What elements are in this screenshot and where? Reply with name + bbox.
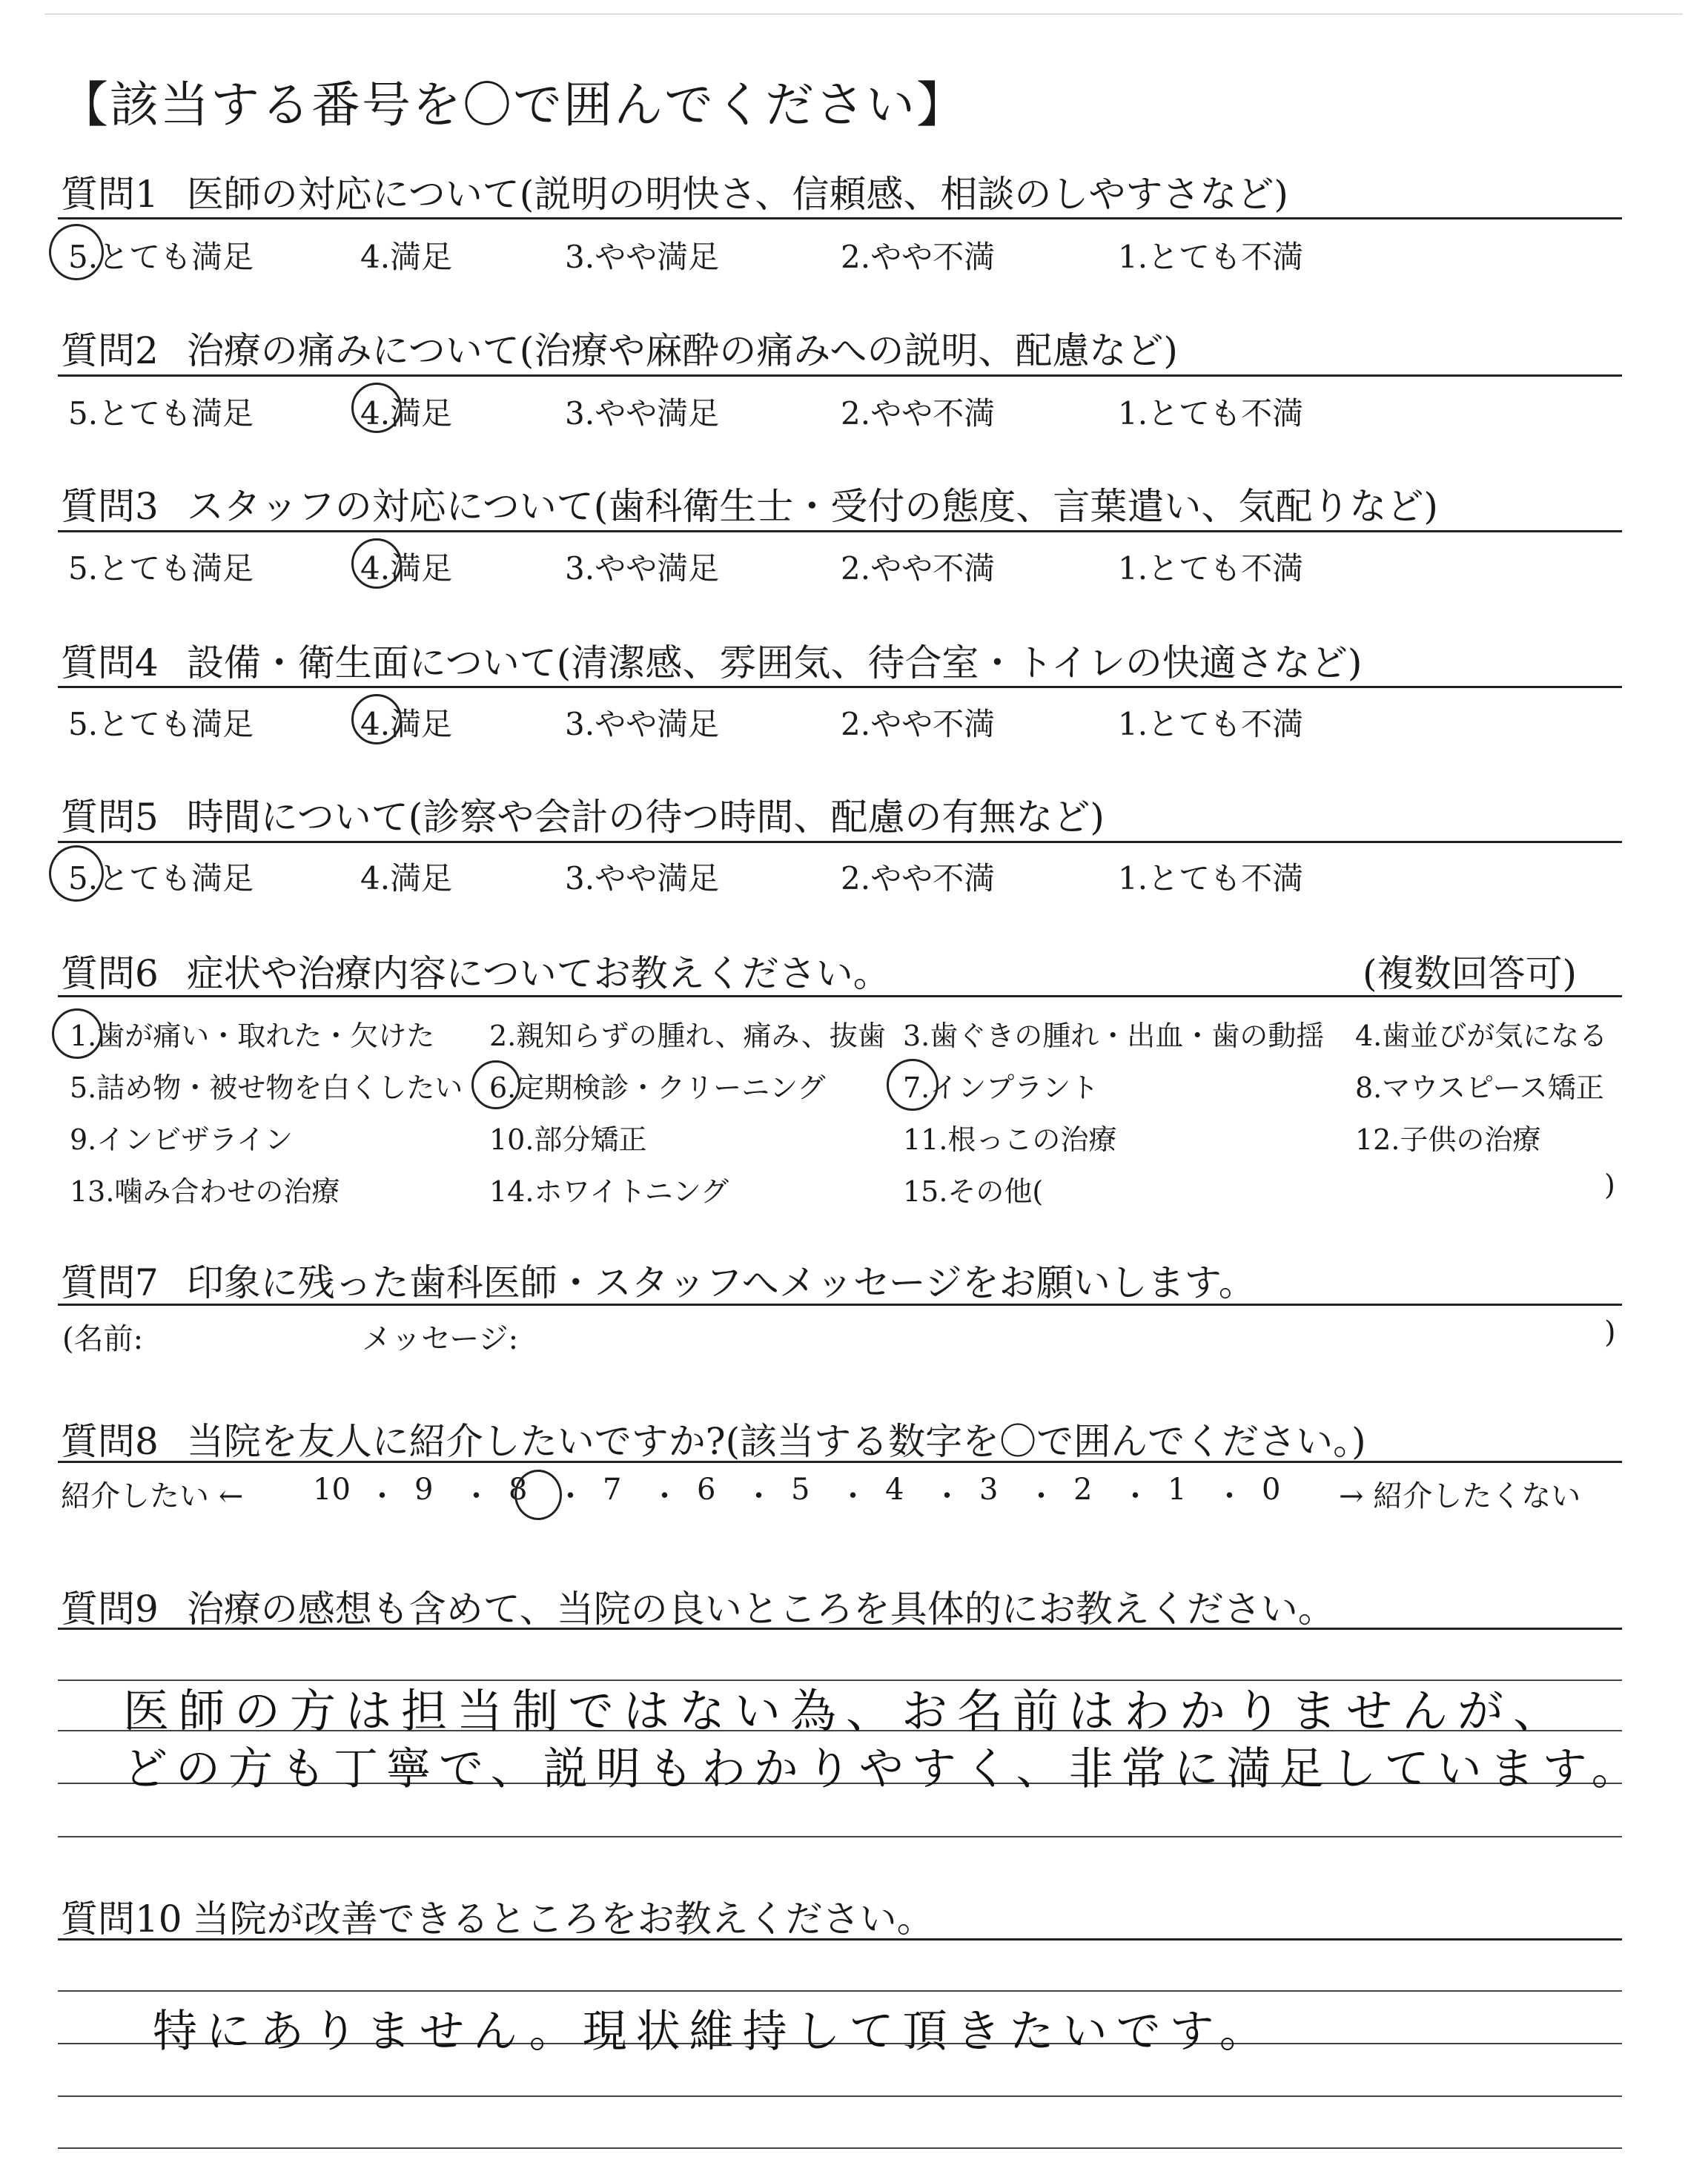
q6-option-11[interactable]: 11.根っこの治療 (903, 1123, 1117, 1156)
q8-scale-value-7[interactable]: 7 (603, 1473, 622, 1507)
question-3-number: 質問3 (61, 485, 159, 528)
q7-close-paren: ) (1604, 1315, 1616, 1350)
question-3-text: スタッフの対応について(歯科衛生士・受付の態度、言葉遣い、気配りなど) (186, 485, 1438, 528)
question-10-rule (58, 1938, 1622, 1941)
question-5-number: 質問5 (61, 796, 159, 839)
q1-option-1[interactable]: 1.とても不満 (1118, 239, 1304, 275)
q6-option-9[interactable]: 9.インビザライン (70, 1123, 294, 1156)
question-3-rule (58, 530, 1622, 532)
question-2-rule (58, 374, 1622, 377)
q8-scale-value-10[interactable]: 10 (313, 1473, 351, 1507)
question-1-number: 質問1 (61, 173, 159, 216)
q5-option-4[interactable]: 4.満足 (360, 860, 453, 896)
q3-selection-circle (351, 538, 402, 589)
question-2-text: 治療の痛みについて(治療や麻酔の痛みへの説明、配慮など) (186, 329, 1178, 372)
q6-option-14[interactable]: 14.ホワイトニング (489, 1175, 729, 1208)
q1-option-3[interactable]: 3.やや満足 (565, 239, 720, 275)
q8-scale-separator: ・ (838, 1479, 868, 1513)
q9-handwritten-answer-line-2: どの方も丁寧で、説明もわかりやすく、非常に満足しています。 (123, 1743, 1644, 1795)
q5-option-5[interactable]: 5.とても満足 (68, 860, 254, 896)
q6-option-5[interactable]: 5.詰め物・被せ物を白くしたい (70, 1071, 463, 1104)
page-edge-line (44, 13, 1683, 15)
q8-scale-separator: ・ (932, 1479, 962, 1513)
q6-option-1[interactable]: 1.歯が痛い・取れた・欠けた (70, 1020, 435, 1052)
q8-selection-circle (514, 1470, 562, 1520)
question-4-number: 質問4 (61, 641, 159, 684)
q9-handwritten-answer-line-1: 医師の方は担当制ではない為、お名前はわかりませんが、 (123, 1684, 1569, 1738)
q8-scale-value-4[interactable]: 4 (885, 1473, 904, 1507)
question-5-text: 時間について(診察や会計の待つ時間、配慮の有無など) (186, 796, 1105, 839)
question-9-text: 治療の感想も含めて、当院の良いところを具体的にお教えください。 (186, 1588, 1335, 1631)
q1-option-2[interactable]: 2.やや不満 (841, 239, 996, 275)
question-3 (61, 477, 1438, 530)
q6-option-7[interactable]: 7.インプラント (903, 1071, 1099, 1104)
q8-scale-value-9[interactable]: 9 (414, 1473, 434, 1507)
q6-option-15[interactable]: 15.その他( (903, 1175, 1044, 1208)
q8-scale-separator: ・ (1120, 1479, 1151, 1513)
q1-selection-circle (49, 224, 104, 280)
q6-option-4[interactable]: 4.歯並びが気になる (1355, 1020, 1608, 1052)
question-2 (61, 321, 1178, 374)
q6-option-2[interactable]: 2.親知らずの腫れ、痛み、抜歯 (489, 1020, 886, 1052)
q8-scale-separator: ・ (744, 1479, 774, 1513)
question-8-number: 質問8 (61, 1420, 159, 1463)
q3-option-4[interactable]: 4.満足 (360, 550, 453, 587)
q6-selection-circle-7 (887, 1059, 939, 1111)
q6-option-3[interactable]: 3.歯ぐきの腫れ・出血・歯の動揺 (903, 1020, 1325, 1052)
question-1-text: 医師の対応について(説明の明快さ、信頼感、相談のしやすさなど) (186, 173, 1288, 216)
q6-option-12[interactable]: 12.子供の治療 (1355, 1123, 1541, 1156)
q8-left-label: 紹介したい ← (61, 1479, 244, 1513)
question-8 (61, 1412, 1366, 1465)
question-9 (61, 1579, 1335, 1633)
q10-handwritten-answer: 特にありません。現状維持して頂きたいです。 (153, 2006, 1273, 2058)
q6-option-8[interactable]: 8.マウスピース矯正 (1355, 1071, 1604, 1104)
question-5-rule (58, 841, 1622, 843)
question-8-text: 当院を友人に紹介したいですか?(該当する数字を〇で囲んでください。) (186, 1420, 1366, 1463)
q2-selection-circle (351, 383, 402, 433)
question-6-rule (58, 995, 1622, 997)
q4-selection-circle (351, 694, 402, 744)
q10-answer-line-1 (58, 1990, 1622, 1992)
question-4 (61, 633, 1362, 687)
question-9-number: 質問9 (61, 1588, 159, 1631)
q3-option-2[interactable]: 2.やや不満 (841, 550, 996, 587)
q5-option-3[interactable]: 3.やや満足 (565, 860, 720, 896)
q4-option-2[interactable]: 2.やや不満 (841, 706, 996, 742)
q8-scale-value-5[interactable]: 5 (791, 1473, 810, 1507)
q6-option-10[interactable]: 10.部分矯正 (489, 1123, 647, 1156)
q8-scale-value-3[interactable]: 3 (979, 1473, 999, 1507)
question-7 (61, 1253, 1256, 1307)
q7-message-label: メッセージ: (362, 1322, 519, 1356)
q8-scale-separator: ・ (367, 1479, 397, 1513)
q2-option-4[interactable]: 4.満足 (360, 395, 453, 432)
question-2-number: 質問2 (61, 329, 159, 372)
q8-scale-separator: ・ (555, 1479, 586, 1513)
question-6-note: (複数回答可) (1363, 952, 1578, 995)
q2-option-2[interactable]: 2.やや不満 (841, 395, 996, 432)
q6-selection-circle-1 (52, 1008, 102, 1059)
q4-option-5[interactable]: 5.とても満足 (68, 706, 254, 742)
q4-option-1[interactable]: 1.とても不満 (1118, 706, 1304, 742)
q6-other-close-paren: ) (1604, 1169, 1615, 1201)
q5-option-1[interactable]: 1.とても不満 (1118, 860, 1304, 896)
q4-option-4[interactable]: 4.満足 (360, 706, 453, 742)
q9-answer-line-4 (58, 1836, 1622, 1837)
q2-option-3[interactable]: 3.やや満足 (565, 395, 720, 432)
q8-scale-separator: ・ (1026, 1479, 1056, 1513)
q6-option-13[interactable]: 13.噛み合わせの治療 (70, 1175, 340, 1208)
q3-option-1[interactable]: 1.とても不満 (1118, 550, 1304, 587)
question-9-rule (58, 1628, 1622, 1630)
instructions-header: 【該当する番号を〇で囲んでください】 (59, 76, 967, 133)
q7-name-label: (名前: (62, 1322, 144, 1356)
q8-scale-separator: ・ (1214, 1479, 1245, 1513)
question-4-text: 設備・衛生面について(清潔感、雰囲気、待合室・トイレの快適さなど) (186, 641, 1363, 684)
q1-option-5[interactable]: 5.とても満足 (68, 239, 254, 275)
q1-option-4[interactable]: 4.満足 (360, 239, 453, 275)
q8-scale-value-2[interactable]: 2 (1073, 1473, 1093, 1507)
q3-option-3[interactable]: 3.やや満足 (565, 550, 720, 587)
q5-option-2[interactable]: 2.やや不満 (841, 860, 996, 896)
question-10 (61, 1889, 934, 1943)
question-6 (61, 944, 890, 997)
question-7-rule (58, 1304, 1622, 1306)
question-1 (61, 165, 1288, 218)
q2-option-1[interactable]: 1.とても不満 (1118, 395, 1304, 432)
question-10-number: 質問10 (61, 1898, 182, 1941)
q4-option-3[interactable]: 3.やや満足 (565, 706, 720, 742)
q8-scale-value-8[interactable]: 8 (509, 1473, 528, 1507)
q8-scale-separator: ・ (649, 1479, 680, 1513)
q10-answer-line-4 (58, 2147, 1622, 2149)
q8-scale-value-1[interactable]: 1 (1168, 1473, 1187, 1507)
q6-option-6[interactable]: 6.定期検診・クリーニング (489, 1071, 826, 1104)
question-8-rule (58, 1461, 1622, 1463)
q8-scale-value-0[interactable]: 0 (1262, 1473, 1281, 1507)
q2-option-5[interactable]: 5.とても満足 (68, 395, 254, 432)
question-6-text: 症状や治療内容についてお教えください。 (186, 952, 890, 995)
q8-scale-value-6[interactable]: 6 (697, 1473, 716, 1507)
question-1-rule (58, 217, 1622, 219)
question-4-rule (58, 686, 1622, 688)
question-6-number: 質問6 (61, 952, 159, 995)
question-7-number: 質問7 (61, 1261, 159, 1304)
q3-option-5[interactable]: 5.とても満足 (68, 550, 254, 587)
question-10-text: 当院が改善できるところをお教えください。 (192, 1898, 934, 1941)
q8-scale-separator: ・ (461, 1479, 491, 1513)
question-7-text: 印象に残った歯科医師・スタッフへメッセージをお願いします。 (186, 1261, 1256, 1304)
q6-selection-circle-6 (471, 1060, 520, 1109)
q10-answer-line-3 (58, 2095, 1622, 2097)
q8-right-label: → 紹介したくない (1339, 1479, 1581, 1513)
q5-selection-circle (49, 845, 104, 902)
question-5 (61, 787, 1105, 841)
